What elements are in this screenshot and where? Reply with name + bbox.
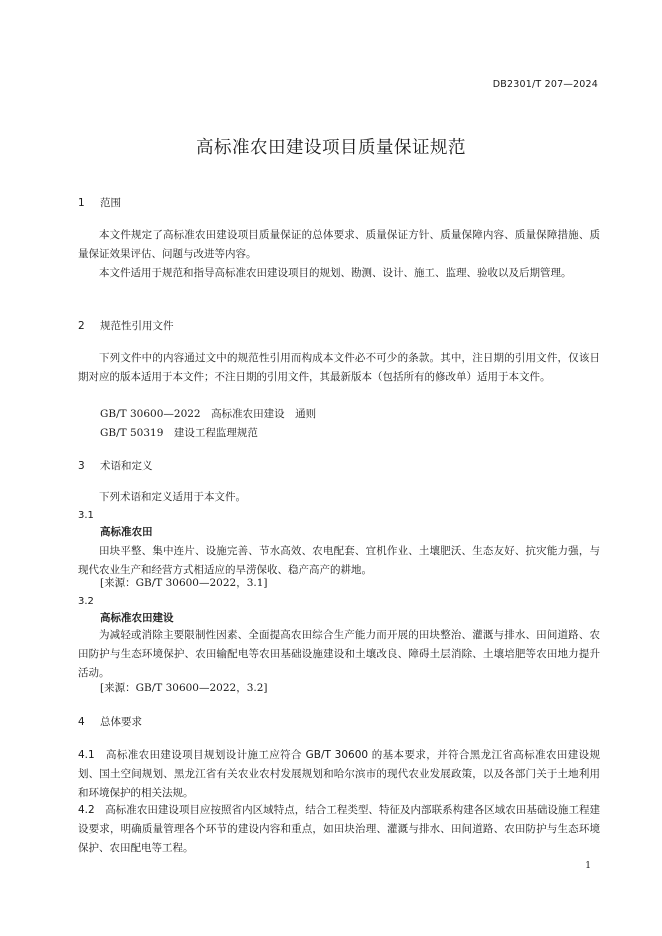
normative-reference-2: GB/T 50319 建设工程监理规范	[100, 427, 258, 439]
clause-4-2: 4.2 高标准农田建设项目应按照省内区域特点，结合工程类型、特征及内部联系构建各区域农田基础设施工程建设要求，明确质量管理各个环节的建设内容和重点，如田块治理、灌溉与排水、田间道路、农田防护与生态环境保护、农田配电等工程。	[78, 804, 600, 854]
section-2-title: 规范性引用文件	[100, 320, 174, 332]
section-1-paragraph-1: 本文件规定了高标准农田建设项目质量保证的总体要求、质量保证方针、质量保障内容、质量保障措施、质量保证效果评估、问题与改进等内容。	[78, 229, 600, 260]
section-3-title: 术语和定义	[100, 460, 153, 472]
term-3-2-title: 高标准农田建设	[100, 612, 174, 624]
section-3-heading	[78, 458, 153, 473]
section-3-number: 3	[78, 460, 85, 472]
term-3-2-source: [来源：GB/T 30600—2022，3.2]	[100, 682, 268, 694]
section-3-intro: 下列术语和定义适用于本文件。	[99, 491, 246, 503]
section-4-heading	[78, 714, 142, 729]
normative-reference-1: GB/T 30600—2022 高标准农田建设 通则	[100, 408, 317, 420]
section-1-number: 1	[78, 197, 85, 209]
term-3-1-source: [来源：GB/T 30600—2022，3.1]	[100, 577, 268, 589]
term-3-2-definition: 为减轻或消除主要限制性因素、全面提高农田综合生产能力而开展的田块整治、灌溉与排水、田间道路、农田防护与生态环境保护、农田输配电等农田基础设施建设和土壤改良、障碍土层消除、土壤培肥等农田地力提升活动。	[78, 629, 600, 679]
section-4-title: 总体要求	[100, 716, 142, 728]
standard-number: DB2301/T 207—2024	[492, 79, 598, 90]
term-3-1-title: 高标准农田	[100, 526, 153, 538]
section-1-paragraph-2: 本文件适用于规范和指导高标准农田建设项目的规划、勘测、设计、施工、监理、验收以及后期管理。	[99, 267, 572, 279]
section-4-number: 4	[78, 716, 85, 728]
section-2-heading	[78, 318, 174, 333]
section-2-number: 2	[78, 320, 85, 332]
page-number: 1	[585, 861, 591, 871]
term-3-1-definition: 田块平整、集中连片、设施完善、节水高效、农电配套、宜机作业、土壤肥沃、生态友好、抗灾能力强，与现代农业生产和经营方式相适应的旱涝保收、稳产高产的耕地。	[78, 545, 600, 576]
section-2-paragraph-1: 下列文件中的内容通过文中的规范性引用而构成本文件必不可少的条款。其中，注日期的引用文件，仅该日期对应的版本适用于本文件；不注日期的引用文件，其最新版本（包括所有的修改单）适用于本文件。	[78, 352, 600, 383]
section-1-heading	[78, 195, 121, 210]
section-1-title: 范围	[100, 197, 121, 209]
term-3-2-number: 3.2	[78, 596, 94, 607]
document-title: 高标准农田建设项目质量保证规范	[196, 138, 466, 158]
term-3-1-number: 3.1	[78, 510, 94, 521]
clause-4-1: 4.1 高标准农田建设项目规划设计施工应符合 GB/T 30600 的基本要求，并符合黑龙江省高标准农田建设规划、国土空间规划、黑龙江省有关农业农村发展规划和哈尔滨市的现代农业发展政策，以及各部门关于土地利用和环境保护的相关法规。	[78, 749, 600, 799]
